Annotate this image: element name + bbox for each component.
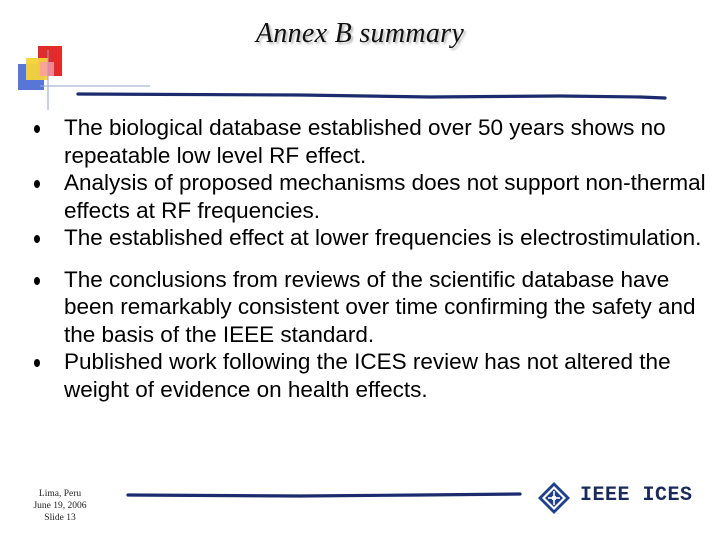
bullet-text: The conclusions from reviews of the scientific database have been remarkably consistent over time confirming the safety and the basis of the IEEE standard. — [64, 266, 696, 347]
bullet-icon — [34, 277, 40, 285]
bullet-icon — [34, 235, 40, 243]
bullet-text: The established effect at lower frequencies is electrostimulation. — [64, 225, 702, 250]
title-underline — [78, 94, 665, 98]
org-name: IEEE ICES — [580, 484, 693, 507]
list-item — [34, 114, 714, 169]
footer-slide-number: Slide 13 — [44, 513, 76, 523]
bullet-icon — [34, 359, 40, 367]
footer-info — [18, 488, 102, 524]
bullet-icon — [34, 180, 40, 188]
list-item — [34, 224, 714, 252]
list-item — [34, 348, 714, 403]
deco-square-pink — [40, 62, 54, 76]
bullet-text: Analysis of proposed mechanisms does not support non-thermal effects at RF frequencies. — [64, 170, 706, 223]
list-item — [34, 169, 714, 224]
footer-date: June 19, 2006 — [33, 501, 87, 511]
bullet-text: The biological database established over 50 years shows no repeatable low level RF effect. — [64, 115, 666, 168]
bullet-text: Published work following the ICES review has not altered the weight of evidence on health effects. — [64, 349, 671, 402]
list-item — [34, 266, 714, 349]
footer-location: Lima, Peru — [38, 489, 82, 499]
bullet-list — [34, 114, 714, 403]
title-decoration — [0, 0, 720, 110]
page-title: Annex B summary — [255, 18, 465, 49]
ieee-logo-icon — [536, 480, 572, 516]
bullet-icon — [34, 125, 40, 133]
